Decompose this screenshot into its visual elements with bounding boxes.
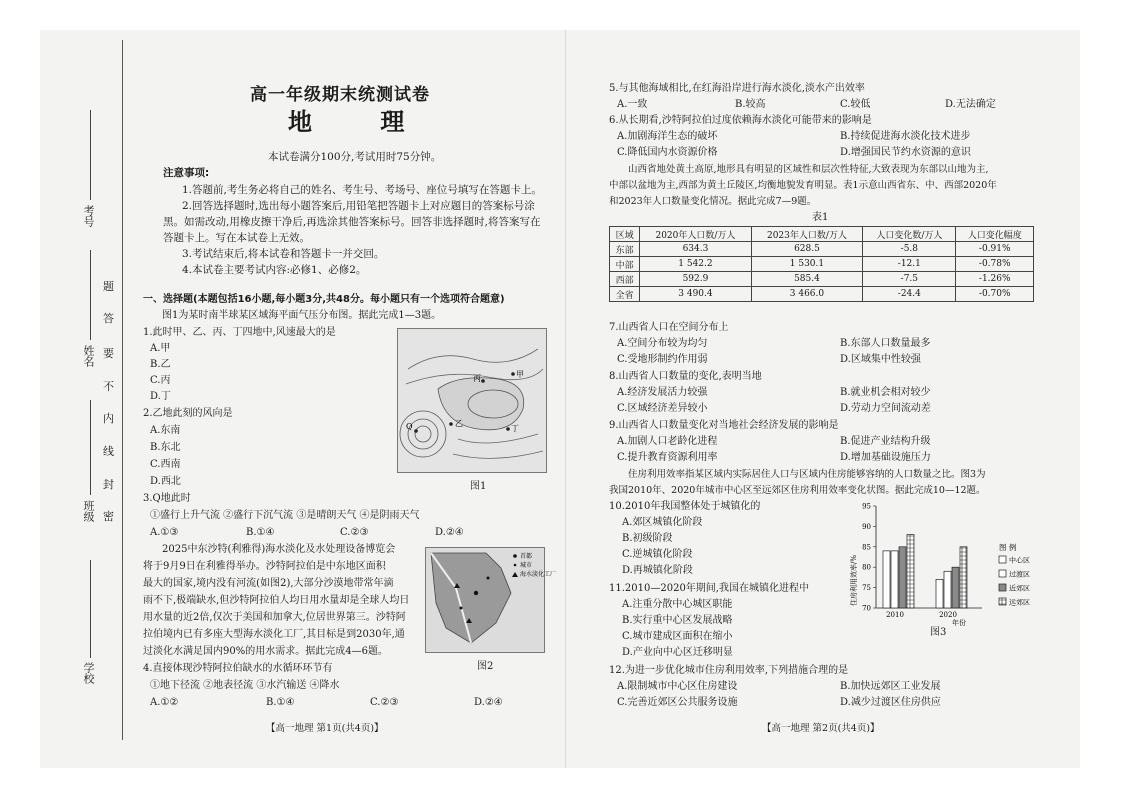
q3-option: A.①③ xyxy=(150,527,179,538)
q8-option: C.区域经济差异较小 xyxy=(617,403,708,414)
figure3-bar-chart xyxy=(840,498,1040,640)
saudi-map xyxy=(426,548,557,652)
exam-intro: 本试卷满分100分,考试用时75分钟。 xyxy=(268,151,442,163)
chart-bar xyxy=(952,567,959,608)
q1-stem: 1.此时甲、乙、丙、丁四地中,风速最大的是 xyxy=(143,327,336,338)
passage3-line: 山西省地处黄土高原,地形具有明显的区域性和层次性特征,大致表现为东部以山地为主, xyxy=(628,164,989,175)
table1-caption: 表1 xyxy=(812,212,829,223)
map-label: 乙 xyxy=(455,419,463,428)
q11-option: B.实行重中心区发展战略 xyxy=(622,615,733,626)
chart-legend-label: 过渡区 xyxy=(1009,570,1030,579)
seal-char: 封 xyxy=(103,478,114,491)
q7-option: A.空间分布较为均匀 xyxy=(617,338,708,349)
q10-option: C.逆城镇化阶段 xyxy=(622,549,693,560)
class-blank xyxy=(90,400,91,495)
seal-char: 密 xyxy=(103,510,114,523)
passage2-line: 过淡化水满足国内90%的用水需求。据此完成4—6题。 xyxy=(143,646,388,657)
table-cell: -1.26% xyxy=(956,272,1034,287)
q9-option: B.促进产业结构升级 xyxy=(840,436,931,447)
name-blank xyxy=(90,250,91,340)
q4-option: A.①② xyxy=(150,697,179,708)
q6-option: C.降低国内水资源价格 xyxy=(617,147,718,158)
q5-option: B.较高 xyxy=(735,99,766,110)
table-header-cell: 人口变化幅度 xyxy=(956,227,1034,242)
q3-statements: ①盛行上升气流 ②盛行下沉气流 ③是晴朗天气 ④是阴雨天气 xyxy=(150,510,420,521)
page-divider xyxy=(565,30,566,768)
passage2-line: 最大的国家,境内没有河流(如图2),大部分沙漠地带常年滴 xyxy=(143,578,394,589)
notice-item: 黑。如需改动,用橡皮擦干净后,再选涂其他答案标号。回答非选择题时,将答案写在 xyxy=(163,216,541,228)
q7-option: C.受地形制约作用弱 xyxy=(617,354,708,365)
q10-option: B.初级阶段 xyxy=(622,533,673,544)
q4-option: D.②④ xyxy=(474,697,503,708)
q2-option: B.东北 xyxy=(150,442,181,453)
q7-option: B.东部人口数量最多 xyxy=(840,338,931,349)
figure2-saudi-map xyxy=(425,547,557,653)
footer-left: 【高一地理 第1页(共4页)】 xyxy=(266,723,384,734)
q2-stem: 2.乙地此刻的风向是 xyxy=(143,408,233,419)
q12-option: B.加快远郊区工业发展 xyxy=(840,681,941,692)
table-header-row xyxy=(610,227,1034,242)
q1-option: C.丙 xyxy=(150,375,171,386)
notice-item: 3.考试结束后,将本试卷和答题卡一并交回。 xyxy=(182,248,385,260)
q3-stem: 3.Q地此时 xyxy=(143,493,191,504)
table-header-cell: 人口变化数/万人 xyxy=(863,227,956,242)
table-cell: 1 542.2 xyxy=(640,257,752,272)
exam-title: 高一年级期末统测试卷 xyxy=(250,85,430,105)
passage3-line: 和2023年人口数量变化情况。据此完成7—9题。 xyxy=(609,196,817,207)
map-legend-item: 城市 xyxy=(520,562,533,569)
table-cell: -0.91% xyxy=(956,242,1034,257)
q11-option: C.城市建成区面积在缩小 xyxy=(622,631,733,642)
table-cell: 西部 xyxy=(610,272,640,287)
q12-option: A.限制城市中心区住房建设 xyxy=(617,681,738,692)
passage3-line: 中部以盆地为主,西部为黄土丘陵区,均衡地貌发育明显。表1示意山西省东、中、西部2020年 xyxy=(609,180,997,191)
passage2-line: 将于9月9日在利雅得举办。沙特阿拉伯是中东地区面积 xyxy=(143,561,386,572)
chart-bar xyxy=(883,551,890,608)
map-legend-item: 首都 xyxy=(520,553,533,560)
q4-stem: 4.直接体现沙特阿拉伯缺水的水循环环节有 xyxy=(143,663,333,674)
seal-char: 题 xyxy=(103,280,114,293)
table-cell: 585.4 xyxy=(751,272,863,287)
subject-title: 地 理 xyxy=(288,107,435,136)
table-cell: 634.3 xyxy=(640,242,752,257)
school-blank xyxy=(90,560,91,658)
passage2-line: 雨不下,极端缺水,但沙特阿拉伯人均日用水量却是全球人均日 xyxy=(143,595,410,606)
seal-char: 线 xyxy=(103,445,114,458)
q6-option: A.加剧海洋生态的破坏 xyxy=(617,131,718,142)
chart-x-tick-label: 2010 xyxy=(886,611,904,619)
exam-no-label: 考号 xyxy=(82,205,95,227)
notice-item: 答题卡上。写在本试卷上无效。 xyxy=(163,232,310,244)
seal-char: 要 xyxy=(103,347,114,360)
chart-legend-label: 中心区 xyxy=(1009,556,1030,565)
table-header-cell: 2020年人口数/万人 xyxy=(640,227,752,242)
figure1-caption: 图1 xyxy=(470,481,487,492)
figure3-caption: 图3 xyxy=(930,627,947,638)
chart-legend-swatch xyxy=(999,556,1006,563)
q5-stem: 5.与其他海域相比,在红海沿岸进行海水淡化,淡水产出效率 xyxy=(609,83,865,94)
table-cell: 全省 xyxy=(610,287,640,302)
section1-intro: 图1为某时南半球某区域海平面气压分布图。据此完成1—3题。 xyxy=(162,310,442,321)
q5-option: D.无法确定 xyxy=(945,99,996,110)
exam-no-blank xyxy=(90,110,91,200)
table-row xyxy=(610,257,1034,272)
table-cell: -24.4 xyxy=(863,287,956,302)
chart-legend-label: 远郊区 xyxy=(1009,598,1030,607)
passage2-line: 拉伯境内已有多座大型海水淡化工厂,其目标是到2030年,通 xyxy=(143,629,405,640)
q3-option: D.②④ xyxy=(435,527,464,538)
chart-y-tick-label: 70 xyxy=(862,604,871,613)
table-cell: -7.5 xyxy=(863,272,956,287)
table-header-cell: 区域 xyxy=(610,227,640,242)
chart-bar xyxy=(899,547,906,608)
q6-option: B.持续促进海水淡化技术进步 xyxy=(840,131,971,142)
q5-option: A.一致 xyxy=(617,99,648,110)
map-label: 丁 xyxy=(511,424,519,433)
notice-item: 4.本试卷主要考试内容:必修1、必修2。 xyxy=(182,264,367,276)
q3-option: C.②③ xyxy=(340,527,369,538)
population-table xyxy=(609,226,1034,302)
q10-option: A.郊区城镇化阶段 xyxy=(622,517,703,528)
map-label: Q xyxy=(406,422,413,431)
notice-heading: 注意事项: xyxy=(163,167,210,179)
q8-option: D.劳动力空间流动差 xyxy=(840,403,931,414)
map-label: 甲 xyxy=(516,370,524,379)
class-label: 班级 xyxy=(82,500,95,522)
q12-option: D.减少过渡区住房供应 xyxy=(840,697,941,708)
chart-bar xyxy=(891,551,898,608)
chart-legend-swatch xyxy=(999,584,1006,591)
q12-stem: 12.为进一步优化城市住房利用效率,下列措施合理的是 xyxy=(609,665,849,676)
table-row xyxy=(610,242,1034,257)
binding-line xyxy=(122,40,123,740)
q10-stem: 10.2010年我国整体处于城镇化的 xyxy=(609,501,761,512)
q1-option: D.丁 xyxy=(150,391,171,402)
passage2-line: 用水量的近2倍,仅次于美国和加拿大,位居世界第三。沙特阿 xyxy=(143,612,406,623)
q11-option: D.产业向中心区迁移明显 xyxy=(622,647,733,658)
seal-char: 内 xyxy=(103,412,114,425)
map-legend-item: 海水淡化工厂 xyxy=(520,571,557,578)
chart-y-tick-label: 95 xyxy=(862,502,871,511)
school-label: 学校 xyxy=(82,662,95,684)
chart-legend-swatch xyxy=(999,598,1006,605)
table-cell: -12.1 xyxy=(863,257,956,272)
chart-legend-title: 图 例 xyxy=(999,543,1017,552)
chart-bar xyxy=(960,547,967,608)
table-cell: 3 466.0 xyxy=(751,287,863,302)
q9-stem: 9.山西省人口数量变化对当地社会经济发展的影响是 xyxy=(609,420,839,431)
name-label: 姓名 xyxy=(82,345,95,367)
passage4-line: 住房利用效率指某区域内实际居住人口与区域内住房能够容纳的人口数量之比。图3为 xyxy=(628,469,986,480)
table-cell: 628.5 xyxy=(751,242,863,257)
table-cell: -0.70% xyxy=(956,287,1034,302)
q12-option: C.完善近郊区公共服务设施 xyxy=(617,697,738,708)
map-label: 丙 xyxy=(473,374,481,383)
chart-y-tick-label: 85 xyxy=(862,543,871,552)
chart-legend-swatch xyxy=(999,570,1006,577)
footer-right: 【高一地理 第2页(共4页)】 xyxy=(762,723,880,734)
chart-x-label: 年份 xyxy=(952,619,966,627)
chart-legend-label: 近郊区 xyxy=(1009,584,1030,593)
q9-option: A.加剧人口老龄化进程 xyxy=(617,436,718,447)
q1-option: A.甲 xyxy=(150,343,171,354)
table-header-cell: 2023年人口数/万人 xyxy=(751,227,863,242)
q4-option: B.①④ xyxy=(266,697,295,708)
chart-y-tick-label: 75 xyxy=(862,584,871,593)
figure1-pressure-map xyxy=(397,328,547,473)
isobar-map xyxy=(398,329,546,472)
q6-option: D.增强国民节约水资源的意识 xyxy=(840,147,971,158)
q2-option: D.西北 xyxy=(150,476,181,487)
table-cell: 3 490.4 xyxy=(640,287,752,302)
figure2-caption: 图2 xyxy=(477,661,494,672)
notice-item: 2.回答选择题时,选出每小题答案后,用铅笔把答题卡上对应题目的答案标号涂 xyxy=(182,200,535,212)
chart-bar xyxy=(907,535,914,608)
chart-y-label: 住房利用效率/% xyxy=(850,554,858,606)
q11-option: A.注重分散中心城区职能 xyxy=(622,599,733,610)
table-cell: 中部 xyxy=(610,257,640,272)
chart-y-tick-label: 80 xyxy=(862,563,871,572)
q8-option: B.就业机会相对较少 xyxy=(840,387,931,398)
q5-option: C.较低 xyxy=(840,99,871,110)
q3-option: B.①④ xyxy=(246,527,275,538)
table-cell: -5.8 xyxy=(863,242,956,257)
q8-option: A.经济发展活力较强 xyxy=(617,387,708,398)
q2-option: C.西南 xyxy=(150,459,181,470)
q8-stem: 8.山西省人口数量的变化,表明当地 xyxy=(609,371,762,382)
q11-stem: 11.2010—2020年期间,我国在城镇化进程中 xyxy=(609,583,809,594)
q2-option: A.东南 xyxy=(150,425,181,436)
table-cell: 592.9 xyxy=(640,272,752,287)
chart-x-tick-label: 2020 xyxy=(939,611,957,619)
q4-statements: ①地下径流 ②地表径流 ③水汽输送 ④降水 xyxy=(150,680,340,691)
q4-option: C.②③ xyxy=(370,697,399,708)
chart-bar xyxy=(944,571,951,608)
table-row xyxy=(610,287,1034,302)
table-cell: 东部 xyxy=(610,242,640,257)
table-cell: 1 530.1 xyxy=(751,257,863,272)
chart-y-tick-label: 90 xyxy=(862,522,871,531)
q7-stem: 7.山西省人口在空间分布上 xyxy=(609,322,729,333)
chart-bar xyxy=(936,579,943,608)
q9-option: C.提升教育资源利用率 xyxy=(617,452,718,463)
table-row xyxy=(610,272,1034,287)
table-cell: -0.78% xyxy=(956,257,1034,272)
seal-char: 答 xyxy=(103,312,114,325)
passage4-line: 我国2010年、2020年城市中心区至远郊区住房利用效率变化状图。据此完成10—12题。 xyxy=(609,485,986,496)
q10-option: D.再城镇化阶段 xyxy=(622,565,693,576)
q6-stem: 6.从长期看,沙特阿拉伯过度依赖海水淡化可能带来的影响是 xyxy=(609,115,872,126)
seal-char: 不 xyxy=(103,380,114,393)
notice-item: 1.答题前,考生务必将自己的姓名、考生号、考场号、座位号填写在答题卡上。 xyxy=(182,184,542,196)
passage2-line: 2025中东沙特(利雅得)海水淡化及水处理设备博览会 xyxy=(162,544,396,555)
q9-option: D.增加基础设施压力 xyxy=(840,452,931,463)
section1-heading: 一、选择题(本题包括16小题,每小题3分,共48分。每小题只有一个选项符合题意) xyxy=(143,294,505,305)
q1-option: B.乙 xyxy=(150,359,171,370)
q7-option: D.区域集中性较强 xyxy=(840,354,921,365)
